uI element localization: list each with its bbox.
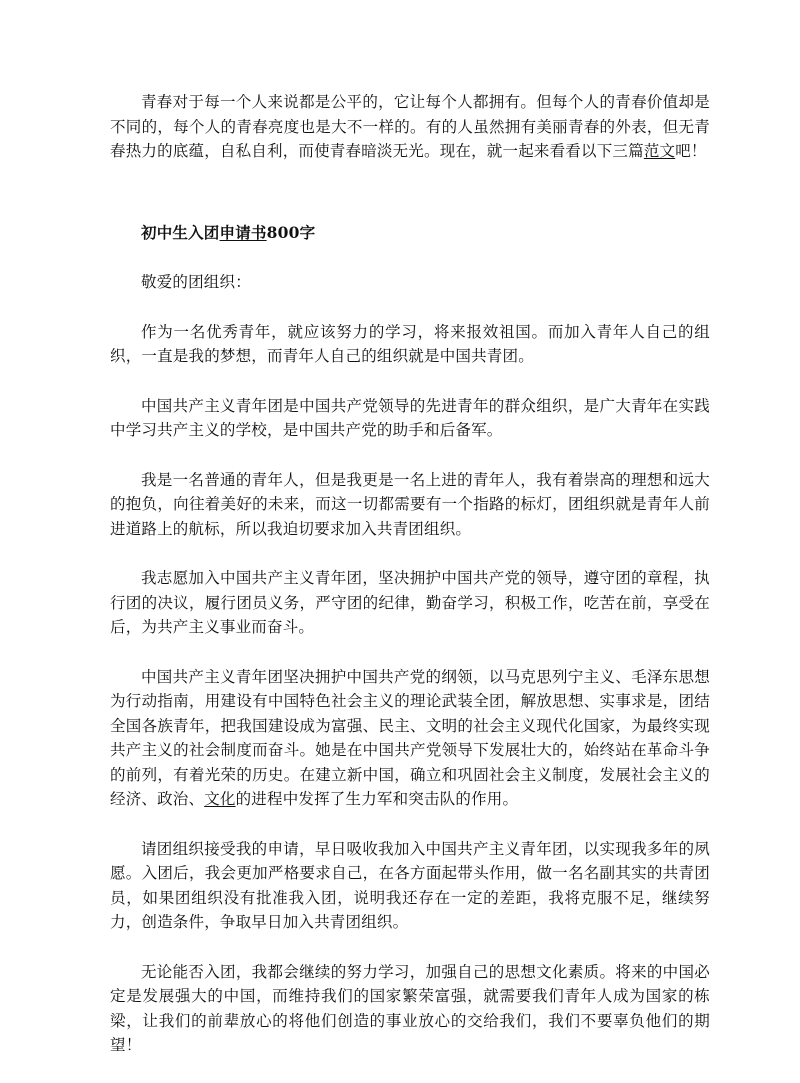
closing-paragraph-1: 请团组织接受我的申请，早日吸收我加入中国共产主义青年团，以实现我多年的夙愿。入团后，我会更加严格要求自己，在各方面起带头作用，做一名名副其实的共青团员，如果团组织没有批准我入团，说明我还存在一定的差距，我将克服不足，继续努力，创造条件，争取早日加入共青团组织。 [110,839,710,931]
title-text: 初中生入团 [141,222,220,242]
body-paragraph-4: 我志愿加入中国共产主义青年团，坚决拥护中国共产党的领导，遵守团的章程，执行团的决议，履行团员义务，严守团的纪律，勤奋学习，积极工作，吃苦在前，享受在后，为共产主义事业而奋斗。 [110,569,710,636]
document-body [110,90,710,1083]
history-paragraph [110,665,710,812]
title-text-end: 800字 [266,222,316,242]
salutation: 敬爱的团组织： [141,273,251,291]
wenhua-link[interactable]: 文化 [204,790,236,808]
intro-text-end: 吧！ [675,142,707,160]
shenqingshu-link[interactable]: 申请书 [219,222,267,242]
body-paragraph-3: 我是一名普通的青年人，但是我更是一名上进的青年人，我有着崇高的理想和远大的抱负，向往着美好的未来，而这一切都需要有一个指路的标灯，团组织就是青年人前进道路上的航标，所以我迫切要求加入共青团组织。 [110,470,710,538]
intro-text: 青春对于每一个人来说都是公平的，它让每个人都拥有。但每个人的青春价值却是不同的，每个人的青春亮度也是大不一样的。有的人虽然拥有美丽青春的外表，但无青春热力的底蕴，自私自利，而使青春暗淡无光。现在，就一起来看看以下三篇 [110,93,710,160]
history-text-end: 的进程中发挥了生力军和突击队的作用。 [235,790,519,808]
intro-paragraph [110,90,710,164]
fanwen-link[interactable]: 范文 [643,142,676,160]
history-text: 中国共产主义青年团坚决拥护中国共产党的纲领，以马克思列宁主义、毛泽东思想为行动指南，用建设有中国特色社会主义的理论武装全团，解放思想、实事求是，团结全国各族青年，把我国建设成为富强、民主、文明的社会主义现代化国家，为最终实现共产主义的社会制度而奋斗。她是在中国共产党领导下发展壮大的，始终站在革命斗争的前列，有着光荣的历史。在建立新中国，确立和巩固社会主义制度，发展社会主义的经济、政治、 [110,667,710,808]
document-title [110,221,710,246]
closing-paragraph-2: 无论能否入团，我都会继续的努力学习，加强自己的思想文化素质。将来的中国必定是发展强大的中国，而维持我们的国家繁荣富强，就需要我们青年人成为国家的栋梁，让我们的前辈放心的将他们创造的事业放心的交给我们，我们不要辜负他们的期望！ [110,962,710,1054]
body-paragraph-2: 中国共产主义青年团是中国共产党领导的先进青年的群众组织，是广大青年在实践中学习共产主义的学校，是中国共产党的助手和后备军。 [110,396,710,439]
body-paragraph-1: 作为一名优秀青年，就应该努力的学习，将来报效祖国。而加入青年人自己的组织，一直是我的梦想，而青年人自己的组织就是中国共青团。 [110,322,710,365]
